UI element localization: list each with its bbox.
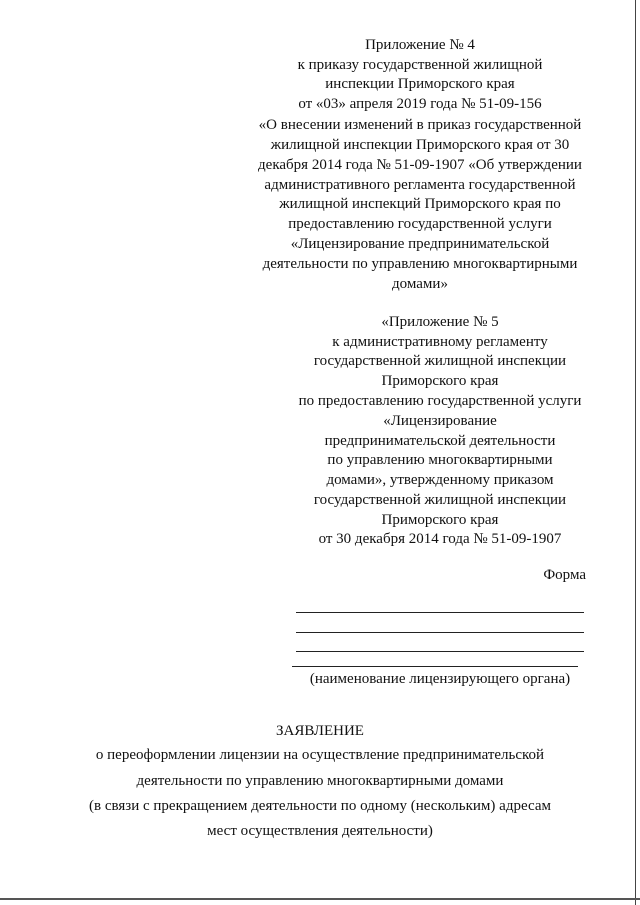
statement-title: ЗАЯВЛЕНИЕ	[276, 723, 364, 739]
header-line: деятельности по управлению многоквартирными	[262, 256, 578, 272]
appendix-line: по управлению многоквартирными	[327, 452, 553, 468]
appendix-line: Приморского края	[381, 373, 499, 389]
appendix-line: «Лицензирование	[383, 413, 497, 429]
header-line: жилищной инспекций Приморского края по	[279, 196, 561, 212]
appendix-line: к административному регламенту	[332, 334, 548, 350]
blank-line	[296, 632, 584, 633]
appendix-line: Приморского края	[381, 512, 499, 528]
statement-line: (в связи с прекращением деятельности по одному (нескольким) адресам	[89, 798, 551, 814]
statement-line: мест осуществления деятельности)	[207, 823, 433, 839]
form-label: Форма	[543, 567, 586, 583]
header-line: административного регламента государственной	[264, 177, 576, 193]
header-line: декабря 2014 года № 51-09-1907 «Об утверждении	[258, 157, 582, 173]
statement-line: деятельности по управлению многоквартирными домами	[136, 773, 504, 789]
header-line: «Лицензирование предпринимательской	[290, 236, 550, 252]
appendix-line: «Приложение № 5	[381, 314, 499, 330]
header-line: к приказу государственной жилищной	[297, 57, 543, 73]
header-line: Приложение № 4	[365, 37, 475, 53]
blank-line	[296, 651, 584, 652]
blank-line	[292, 666, 578, 667]
appendix-line: по предоставлению государственной услуги	[298, 393, 582, 409]
header-line: инспекции Приморского края	[325, 76, 515, 92]
header-line: предоставлению государственной услуги	[288, 216, 552, 232]
header-line: жилищной инспекции Приморского края от 30	[270, 137, 570, 153]
header-line: домами»	[392, 276, 448, 292]
authority-caption: (наименование лицензирующего органа)	[309, 671, 571, 687]
header-line: от «03» апреля 2019 года № 51-09-156	[298, 96, 542, 112]
appendix-line: государственной жилищной инспекции	[313, 492, 567, 508]
blank-line	[296, 612, 584, 613]
appendix-line: домами», утвержденному приказом	[326, 472, 554, 488]
header-line: «О внесении изменений в приказ государственной	[258, 117, 582, 133]
appendix-line: от 30 декабря 2014 года № 51-09-1907	[318, 531, 562, 547]
scan-edge-bottom	[0, 898, 640, 900]
statement-line: о переоформлении лицензии на осуществление предпринимательской	[95, 747, 545, 763]
scan-edge-right	[635, 0, 636, 905]
appendix-line: государственной жилищной инспекции	[313, 353, 567, 369]
appendix-line: предпринимательской деятельности	[324, 433, 556, 449]
